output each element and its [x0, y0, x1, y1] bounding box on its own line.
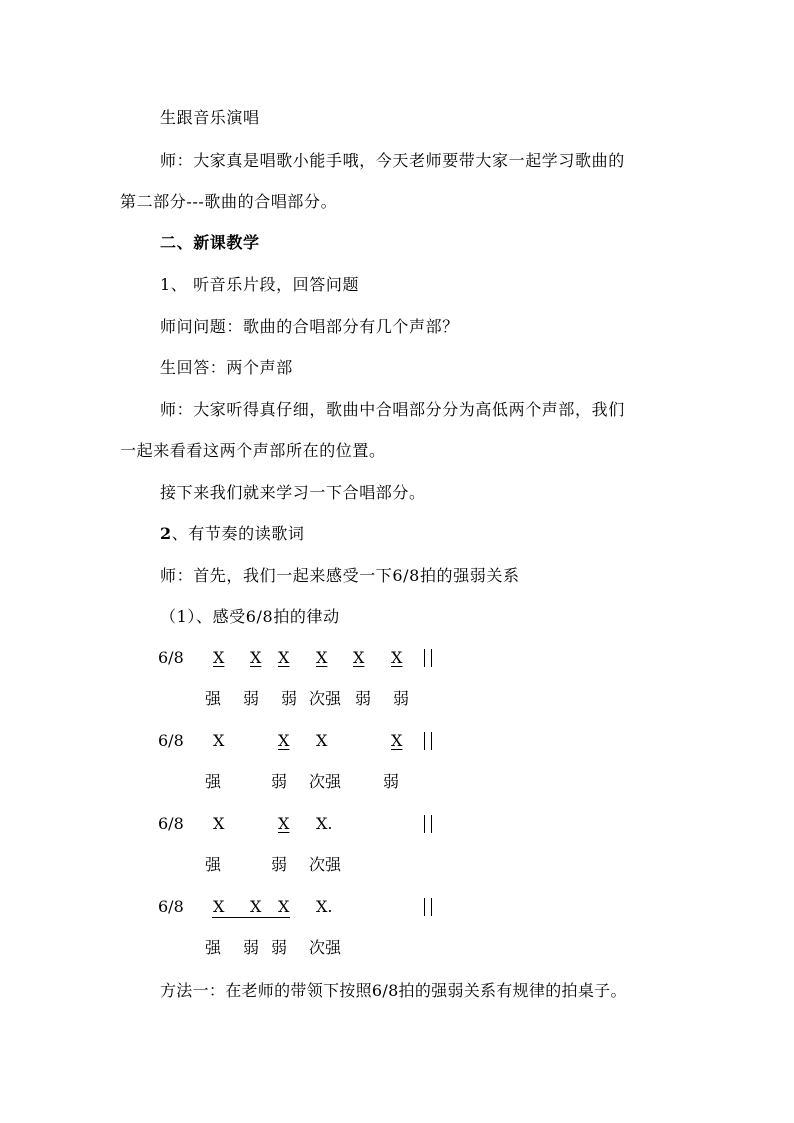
meter-label: 6/8 — [158, 731, 184, 750]
accent-label: 弱 — [281, 689, 298, 708]
step2-text: 、有节奏的读歌词 — [171, 524, 305, 543]
rhythm-note: X — [278, 731, 290, 750]
paragraph-teacher-first: 师：首先，我们一起来感受一下6/8拍的强弱关系 — [160, 566, 520, 585]
paragraph-teacher-intro-line2: 第二部分---歌曲的合唱部分。 — [120, 192, 338, 211]
double-barline — [424, 815, 432, 833]
paragraph-teacher-praise-line2: 一起来看看这两个声部所在的位置。 — [120, 441, 386, 460]
paragraph-teacher-intro-line1: 师：大家真是唱歌小能手哦，今天老师要带大家一起学习歌曲的 — [160, 151, 625, 170]
paragraph-substep1: （1）、感受6/8拍的律动 — [160, 607, 340, 626]
rhythm-dotted-note: X. — [316, 814, 333, 833]
beam-underline — [212, 917, 290, 918]
rhythm-dotted-note: X. — [316, 897, 333, 916]
rhythm-note: X — [316, 648, 328, 667]
paragraph-teacher-praise-line1: 师：大家听得真仔细，歌曲中合唱部分分为高低两个声部，我们 — [160, 400, 625, 419]
meter-label: 6/8 — [158, 897, 184, 916]
accent-row-1 — [0, 689, 794, 713]
rhythm-note: X — [316, 731, 328, 750]
accent-row-3 — [0, 855, 794, 879]
accent-label: 弱 — [355, 689, 372, 708]
accent-label: 弱 — [271, 938, 288, 957]
rhythm-note: X — [391, 648, 403, 667]
rhythm-note: X — [213, 731, 225, 750]
accent-label: 次强 — [309, 938, 342, 957]
paragraph-step2 — [160, 524, 305, 544]
accent-label: 强 — [205, 772, 222, 791]
rhythm-note: X — [213, 814, 225, 833]
double-barline — [424, 898, 432, 916]
rhythm-row-1 — [0, 648, 794, 672]
paragraph-next-learn: 接下来我们就来学习一下合唱部分。 — [160, 483, 426, 502]
rhythm-row-4 — [0, 897, 794, 921]
accent-label: 弱 — [271, 772, 288, 791]
rhythm-note: X — [353, 648, 365, 667]
rhythm-note: X — [213, 897, 225, 916]
meter-label: 6/8 — [158, 648, 184, 667]
accent-row-2 — [0, 772, 794, 796]
rhythm-row-2 — [0, 731, 794, 755]
rhythm-note: X — [278, 648, 290, 667]
paragraph-student-answer: 生回答：两个声部 — [160, 358, 293, 377]
rhythm-row-3 — [0, 814, 794, 838]
accent-label: 次强 — [309, 689, 342, 708]
paragraph-step1: 1、 听音乐片段，回答问题 — [160, 275, 360, 294]
rhythm-note: X — [278, 897, 290, 916]
double-barline — [424, 649, 432, 667]
accent-label: 弱 — [243, 689, 260, 708]
paragraph-teacher-question: 师问问题：歌曲的合唱部分有几个声部？ — [160, 317, 459, 336]
meter-label: 6/8 — [158, 814, 184, 833]
rhythm-note: X — [250, 648, 262, 667]
accent-label: 弱 — [271, 855, 288, 874]
step2-number: 2 — [160, 524, 172, 543]
accent-label: 次强 — [309, 772, 342, 791]
accent-label: 强 — [205, 689, 222, 708]
accent-label: 弱 — [243, 938, 260, 957]
rhythm-note: X — [213, 648, 225, 667]
paragraph-student-sing: 生跟音乐演唱 — [160, 108, 260, 127]
double-barline — [424, 732, 432, 750]
rhythm-note: X — [391, 731, 403, 750]
rhythm-note: X — [278, 814, 290, 833]
accent-label: 弱 — [393, 689, 410, 708]
accent-label: 强 — [205, 938, 222, 957]
accent-label: 弱 — [383, 772, 400, 791]
paragraph-method-one: 方法一：在老师的带领下按照6/8拍的强弱关系有规律的拍桌子。 — [160, 981, 627, 1000]
accent-label: 次强 — [309, 855, 342, 874]
rhythm-note: X — [250, 897, 262, 916]
accent-label: 强 — [205, 855, 222, 874]
accent-row-4 — [0, 938, 794, 962]
section-heading-new-lesson: 二、新课教学 — [160, 233, 260, 252]
